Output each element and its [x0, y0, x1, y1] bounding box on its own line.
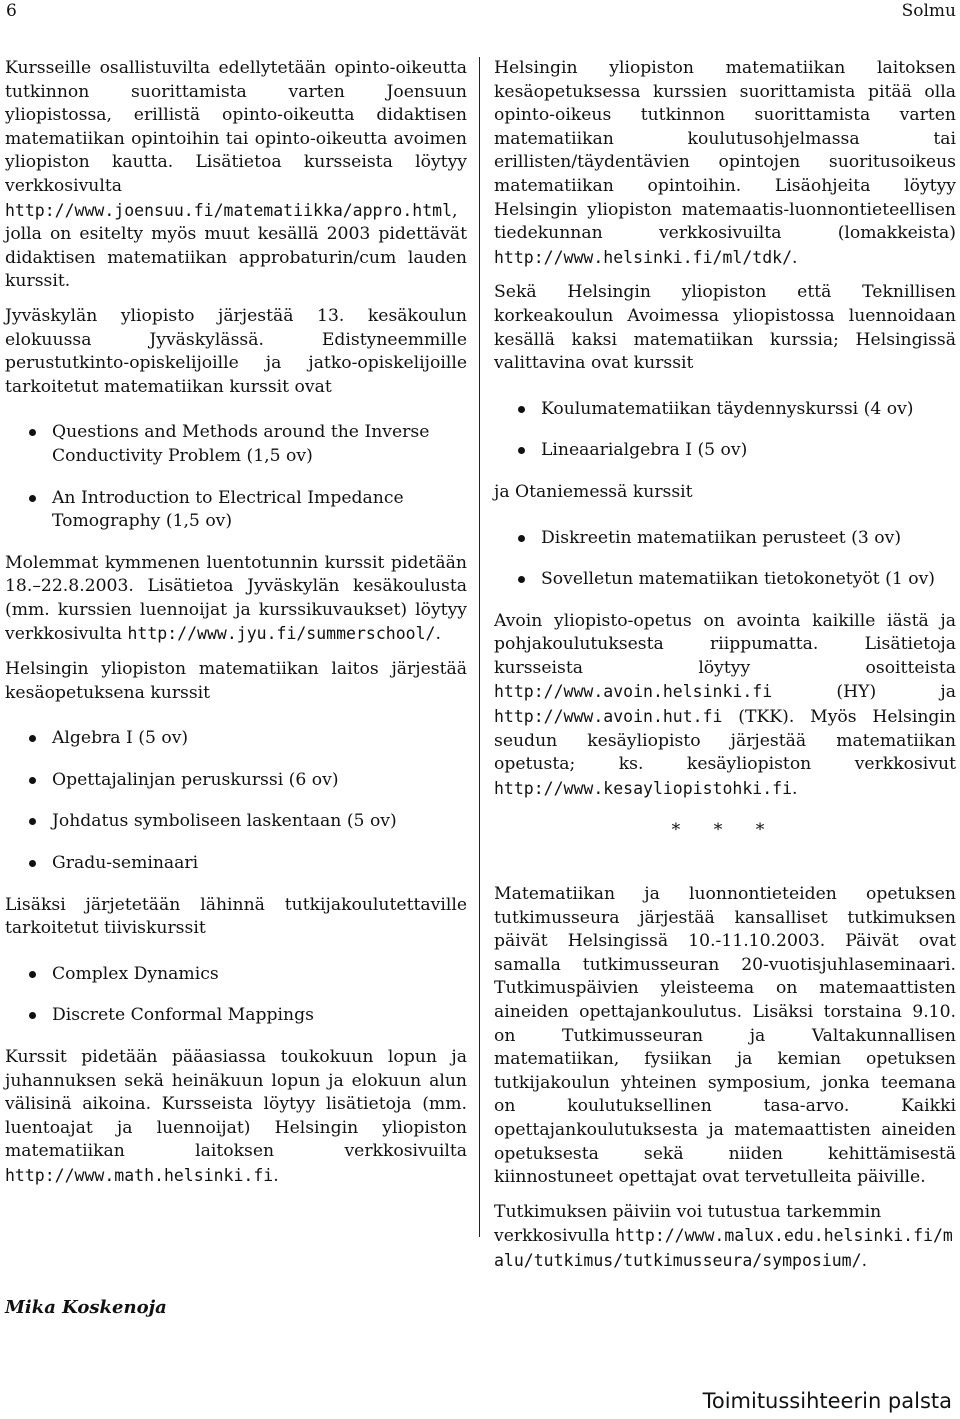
paragraph-helsinki-courses: Helsingin yliopiston matematiikan laitos järjestää kesäopetuksena kurssit [5, 659, 467, 703]
list-item-text: Questions and Methods around the Inverse Conductivity Problem (1,5 ov) [52, 422, 430, 466]
right-column [494, 57, 956, 1285]
list-item-text: Opettajalinjan peruskurssi (6 ov) [52, 769, 339, 790]
paragraph-jyvaskyla: Jyväskylän yliopisto järjestää 13. kesäkoulun elokuussa Jyväskylässä. Edistyneemmille perustutkinto-opiskelijoille ja jatko-opiskelijoille tarkoitetut matematiikan kurssit ovat [5, 305, 467, 397]
list-item [494, 398, 956, 422]
list-item [5, 852, 467, 876]
list-item [5, 1004, 467, 1028]
list-item [5, 963, 467, 987]
paragraph-text: . [792, 247, 798, 268]
list-item [494, 439, 956, 463]
running-title: Solmu [901, 1, 956, 21]
bullet-icon [518, 535, 525, 542]
link-avoin-helsinki[interactable]: http://www.avoin.helsinki.fi [494, 682, 773, 702]
bullet-icon [29, 860, 36, 867]
paragraph-text: . [435, 624, 441, 645]
list-item-text: Johdatus symboliseen laskentaan (5 ov) [52, 811, 397, 832]
bullet-icon [29, 1012, 36, 1019]
paragraph-text: (TKK). Myös Helsingin seudun kesäyliopisto järjestää matematiikan opetusta; ks. kesäyliopiston verkkosivut [494, 707, 956, 775]
paragraph-course-times [5, 1046, 467, 1189]
paragraph-text: . [273, 1165, 279, 1186]
bullet-icon [29, 495, 36, 502]
paragraph-text: . [861, 1250, 868, 1271]
link-math-helsinki[interactable]: http://www.math.helsinki.fi [5, 1165, 274, 1185]
list-helsinki-courses [5, 727, 467, 875]
link-malux[interactable]: http://www.malux.edu.helsinki.fi/malu/tutkimus/tutkimusseura/symposium/ [494, 1226, 953, 1270]
section-separator: * * * [671, 820, 779, 841]
list-item-text: An Introduction to Electrical Impedance Tomography (1,5 ov) [52, 487, 404, 532]
list-item-text: Sovelletun matematiikan tietokonetyöt (1 ov) [541, 569, 935, 590]
paragraph-joensuu [5, 57, 467, 294]
list-item-text: Koulumatematiikan täydennyskurssi (4 ov) [541, 398, 914, 419]
list-item [5, 487, 467, 534]
bullet-icon [518, 447, 525, 454]
link-avoin-hut[interactable]: http://www.avoin.hut.fi [494, 707, 723, 727]
paragraph-text: , jolla on esitelty myös muut kesällä 2003 pidettävät didaktisen matematiikan approbaturin/cum lauden kurssit. [5, 200, 467, 292]
author-name: Mika Koskenoja [5, 1297, 167, 1318]
left-column [5, 57, 467, 1200]
paragraph-research-days: Matematiikan ja luonnontieteiden opetuksen tutkimusseura järjestää kansalliset tutkimuksen päivät Helsingissä 10.-11.10.2003. Päivät ovat samalla tutkimusseuran 20-vuotisjuhlaseminaari. Tutkimuspäivien yleisteema on matemaattisten aineiden opettajankoulutus. Lisäksi torstaina 9.10. on Tutkimusseuran ja Valtakunnallisen matematiikan, fysiikan ja kemian opetuksen tutkijakoulun yhteinen symposium, jonka teemana on koulutuksellinen tasa-arvo. Kaikki opettajankoulutuksesta ja matemaattisten aineiden opetuksesta sekä niiden kehittämisestä kiinnostuneet opettajat ovat tervetulleita päiville. [494, 884, 956, 1188]
column-divider [479, 57, 480, 1237]
link-kesayliopisto[interactable]: http://www.kesayliopistohki.fi [494, 778, 793, 798]
paragraph-text: Helsingin yliopiston matematiikan laitoksen kesäopetuksessa kurssien suorittamista pitää olla opinto-oikeus tutkinnon suorittamista varten matematiikan koulutusohjelmassa tai erillisten/täydentävien opintojen suoritusoikeus matematiikan opintoihin. Lisäohjeita löytyy Helsingin yliopiston matemaatis-luonnontieteellisen tiedekunnan verkkosivuilta (lomakkeista) [494, 58, 956, 244]
section-title: Toimitussihteerin palsta [702, 1389, 952, 1413]
list-helsinki-open-courses [494, 398, 956, 463]
list-item [5, 769, 467, 793]
link-jyu[interactable]: http://www.jyu.fi/summerschool/ [127, 624, 436, 644]
list-intensive-courses [5, 963, 467, 1028]
page-number: 6 [6, 1, 17, 21]
paragraph-open-university: Sekä Helsingin yliopiston että Teknillisen korkeakoulun Avoimessa yliopistossa luennoidaan kesällä kaksi matematiikan kurssia; Helsingissä valittavina ovat kurssit [494, 282, 956, 374]
bullet-icon [518, 576, 525, 583]
bullet-icon [29, 971, 36, 978]
bullet-icon [29, 429, 36, 436]
paragraph-otaniemi: ja Otaniemessä kurssit [494, 481, 693, 502]
bullet-icon [29, 735, 36, 742]
list-item [5, 421, 467, 468]
list-item [494, 527, 956, 551]
paragraph-study-rights [494, 57, 956, 270]
link-joensuu[interactable]: http://www.joensuu.fi/matematiikka/appro.html [5, 200, 453, 220]
list-item [5, 810, 467, 834]
paragraph-text: . [792, 778, 798, 799]
bullet-icon [29, 777, 36, 784]
list-item-text: Algebra I (5 ov) [52, 728, 189, 749]
paragraph-text: (HY) ja [772, 682, 956, 703]
paragraph-text: Kursseille osallistuvilta edellytetään opinto-oikeutta tutkinnon suorittamista varten Joensuun yliopistossa, erillistä opinto-oikeutta didaktisen matematiikan opintoihin tai opinto-oikeutta avoimen yliopiston kautta. Lisätietoa kursseista löytyy verkkosivulta [5, 58, 467, 196]
bullet-icon [518, 406, 525, 413]
paragraph-intensive-courses: Lisäksi järjetetään lähinnä tutkijakoulutettaville tarkoitetut tiiviskurssit [5, 894, 467, 939]
list-item-text: Gradu-seminaari [52, 853, 199, 874]
link-ml-tdk[interactable]: http://www.helsinki.fi/ml/tdk/ [494, 247, 793, 267]
list-item-text: Discrete Conformal Mappings [52, 1005, 314, 1026]
paragraph-symposium-link [494, 1201, 956, 1274]
list-item [5, 727, 467, 751]
list-otaniemi-courses [494, 527, 956, 592]
list-item [494, 568, 956, 592]
paragraph-text: Avoin yliopisto-opetus on avointa kaikille iästä ja pohjakoulutuksesta riippumatta. Lisätietoja kursseista löytyy osoitteista [494, 610, 956, 678]
paragraph-jyvaskyla-info [5, 552, 467, 647]
list-item-text: Diskreetin matematiikan perusteet (3 ov) [541, 527, 902, 548]
list-item-text: Complex Dynamics [52, 963, 219, 984]
paragraph-text: Tutkimuksen päiviin voi tutustua tarkemmin verkkosivulla [494, 1201, 882, 1247]
paragraph-text: Kurssit pidetään pääasiassa toukokuun lopun ja juhannuksen sekä heinäkuun lopun ja elokuun alun välisinä aikoina. Kursseista löytyy lisätietoja (mm. luentoajat ja luennoijat) Helsingin yliopiston matematiikan laitoksen verkkosivuilta [5, 1047, 467, 1162]
list-jyvaskyla-courses [5, 421, 467, 533]
list-item-text: Lineaarialgebra I (5 ov) [541, 440, 748, 461]
paragraph-text: Molemmat kymmenen luentotunnin kurssit pidetään 18.–22.8.2003. Lisätietoa Jyväskylän kesäkoulusta (mm. kurssien luennoijat ja kurssikuvaukset) löytyy verkkosivulta [5, 552, 467, 645]
bullet-icon [29, 818, 36, 825]
paragraph-open-teaching [494, 610, 956, 802]
